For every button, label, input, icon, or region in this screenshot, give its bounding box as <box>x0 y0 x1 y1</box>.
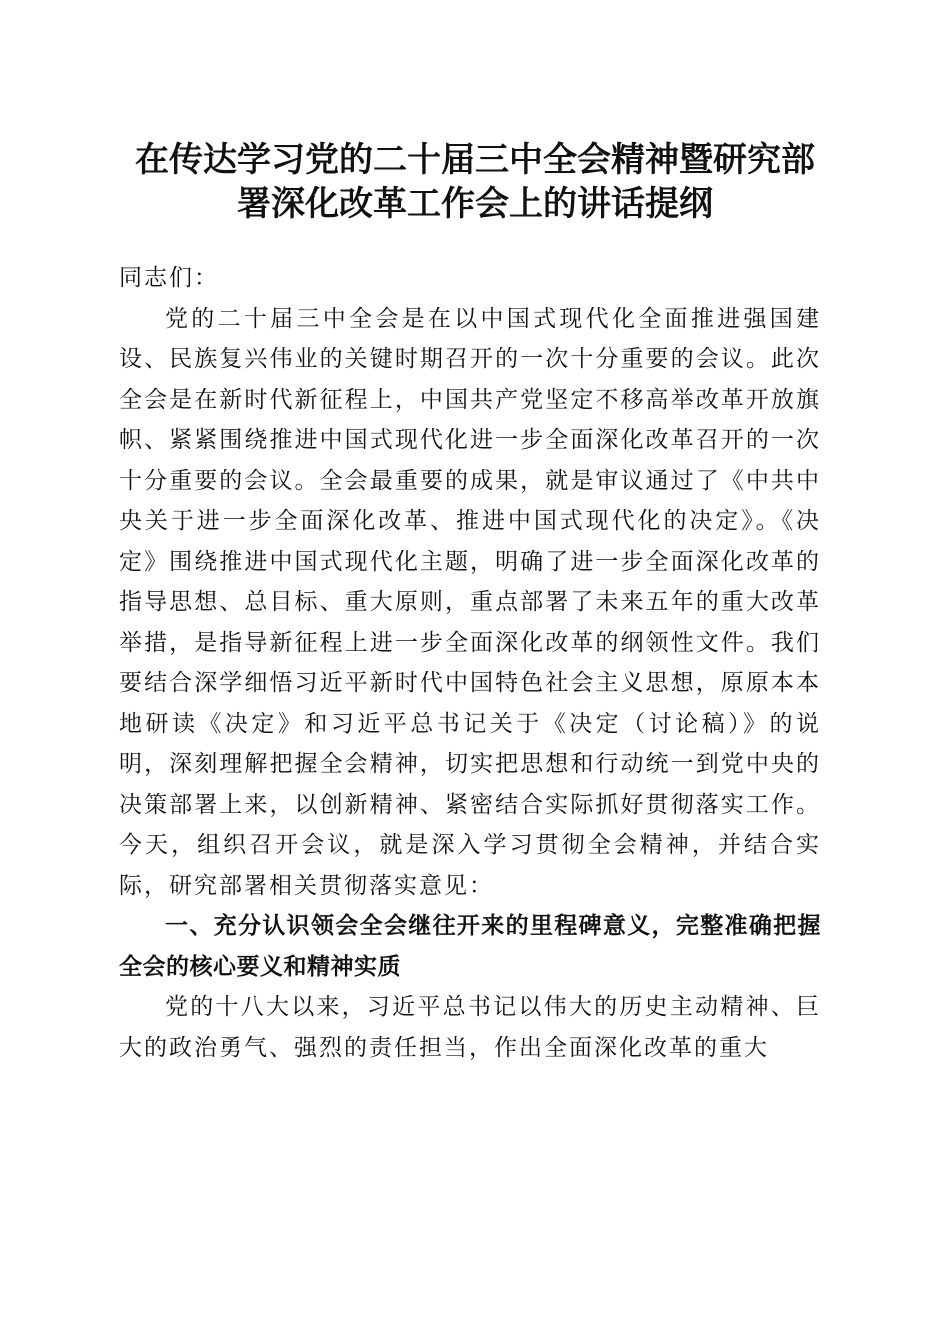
document-title-line-1: 在传达学习党的二十届三中全会精神暨研究部 <box>135 140 815 180</box>
section-heading-1: 一、充分认识领会全会继往开来的里程碑意义，完整准确把握全会的核心要义和精神实质 <box>119 913 821 980</box>
paragraph-intro: 党的二十届三中全会是在以中国式现代化全面推进强国建设、民族复兴伟业的关键时期召开的一次十分重要的会议。此次全会是在新时代新征程上，中国共产党坚定不移高举改革开放旗帜、紧紧围绕推进中国式现代化进一步全面深化改革召开的一次十分重要的会议。全会最重要的成果，就是审议通过了《中共中央关于进一步全面深化改革、推进中国式现代化的决定》。《决定》围绕推进中国式现代化主题，明确了进一步全面深化改革的指导思想、总目标、重大原则，重点部署了未来五年的重大改革举措，是指导新征程上进一步全面深化改革的纲领性文件。我们要结合深学细悟习近平新时代中国特色社会主义思想，原原本本地研读《决定》和习近平总书记关于《决定（讨论稿）》的说明，深刻理解把握全会精神，切实把思想和行动统一到党中央的决策部署上来，以创新精神、紧密结合实际抓好贯彻落实工作。今天，组织召开会议，就是深入学习贯彻全会精神，并结合实际，研究部署相关贯彻落实意见： <box>119 305 821 899</box>
paragraph-section-1: 党的十八大以来，习近平总书记以伟大的历史主动精神、巨大的政治勇气、强烈的责任担当，作出全面深化改革的重大 <box>119 994 821 1061</box>
salutation: 同志们： <box>119 265 219 291</box>
document-body <box>119 258 821 1068</box>
document-title <box>110 138 840 226</box>
document-title-line-2: 署深化改革工作会上的讲话提纲 <box>237 184 713 224</box>
